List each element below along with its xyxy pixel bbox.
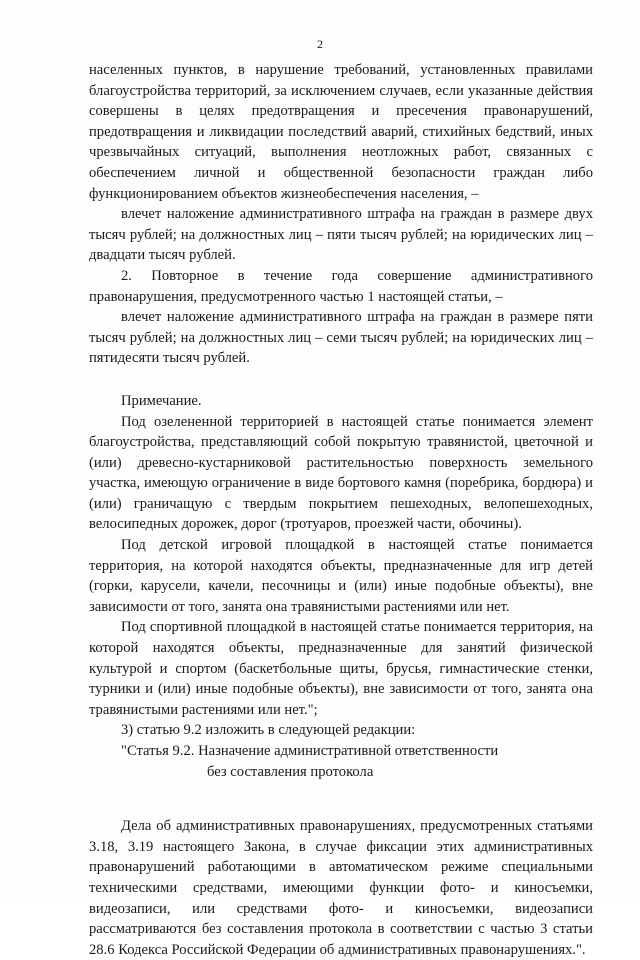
paragraph-continuation: населенных пунктов, в нарушение требований, установленных правилами благоустройства территорий, за исключением случаев, если указанные действия совершены в целях предотвращения и пресечения правонарушений, предотвращения и ликвидации последствий аварий, стихийных бедствий, иных чрезвычайных ситуаций, выполнения неотложных работ, связанных с обеспечением личной и общественной безопасности граждан либо функционированием объектов жизнеобеспечения населения, – <box>89 62 593 202</box>
spacer <box>89 369 593 391</box>
paragraph-penalty-1: влечет наложение административного штрафа на граждан в размере двух тысяч рублей; на должностных лиц – пяти тысяч рублей; на юридических лиц – двадцати тысяч рублей. <box>89 206 593 264</box>
note-heading: Примечание. <box>121 392 202 409</box>
document-body <box>89 60 593 960</box>
note-sports-ground: Под спортивной площадкой в настоящей статье понимается территория, на которой находятся объекты, предназначенные для занятий физической культурой и спортом (баскетбольные щиты, брусья, гимнастические стенки, турники и (или) иные подобные объекты), вне зависимости от того, занята она травянистыми растениями или нет."; <box>89 619 593 718</box>
article-body: Дела об административных правонарушениях, предусмотренных статьями 3.18, 3.19 настоящего Закона, в случае фиксации этих административных правонарушений работающими в автоматическом режиме специальными техническими средствами, имеющими функции фото- и киносъемки, видеозаписи, или средствами фото- и киносъемки, видеозаписи рассматриваются без составления протокола в соответствии с частью 3 статьи 28.6 Кодекса Российской Федерации об административных правонарушениях.". <box>89 818 593 958</box>
article-title-line-2: без составления протокола <box>207 763 374 780</box>
note-green-area: Под озелененной территорией в настоящей статье понимается элемент благоустройства, представляющий собой покрытую травянистой, цветочной и (или) древесно-кустарниковой растительностью поверхность земельного участка, имеющую ограничение в виде бортового камня (поребрика, бордюра) и (или) граничащую с твердым покрытием пешеходных, велопешеходных, велосипедных дорожек, дорог (тротуаров, проезжей части, обочины). <box>89 413 593 533</box>
paragraph-penalty-2: влечет наложение административного штрафа на граждан в размере пяти тысяч рублей; на должностных лиц – семи тысяч рублей; на юридических лиц – пятидесяти тысяч рублей. <box>89 309 593 367</box>
spacer <box>89 782 593 816</box>
page-number: 2 <box>317 37 323 51</box>
note-playground: Под детской игровой площадкой в настоящей статье понимается территория, на которой находятся объекты, предназначенные для игр детей (горки, карусели, качели, песочницы и (или) иные подобные объекты), вне зависимости от того, занята она травянистыми растениями или нет. <box>89 537 593 615</box>
article-title-line-1: "Статья 9.2. Назначение административной ответственности <box>121 743 499 759</box>
amendment-item-3: 3) статью 9.2 изложить в следующей редакции: <box>121 722 416 739</box>
paragraph-part-2: 2. Повторное в течение года совершение административного правонарушения, предусмотренного частью 1 настоящей статьи, – <box>89 267 593 305</box>
